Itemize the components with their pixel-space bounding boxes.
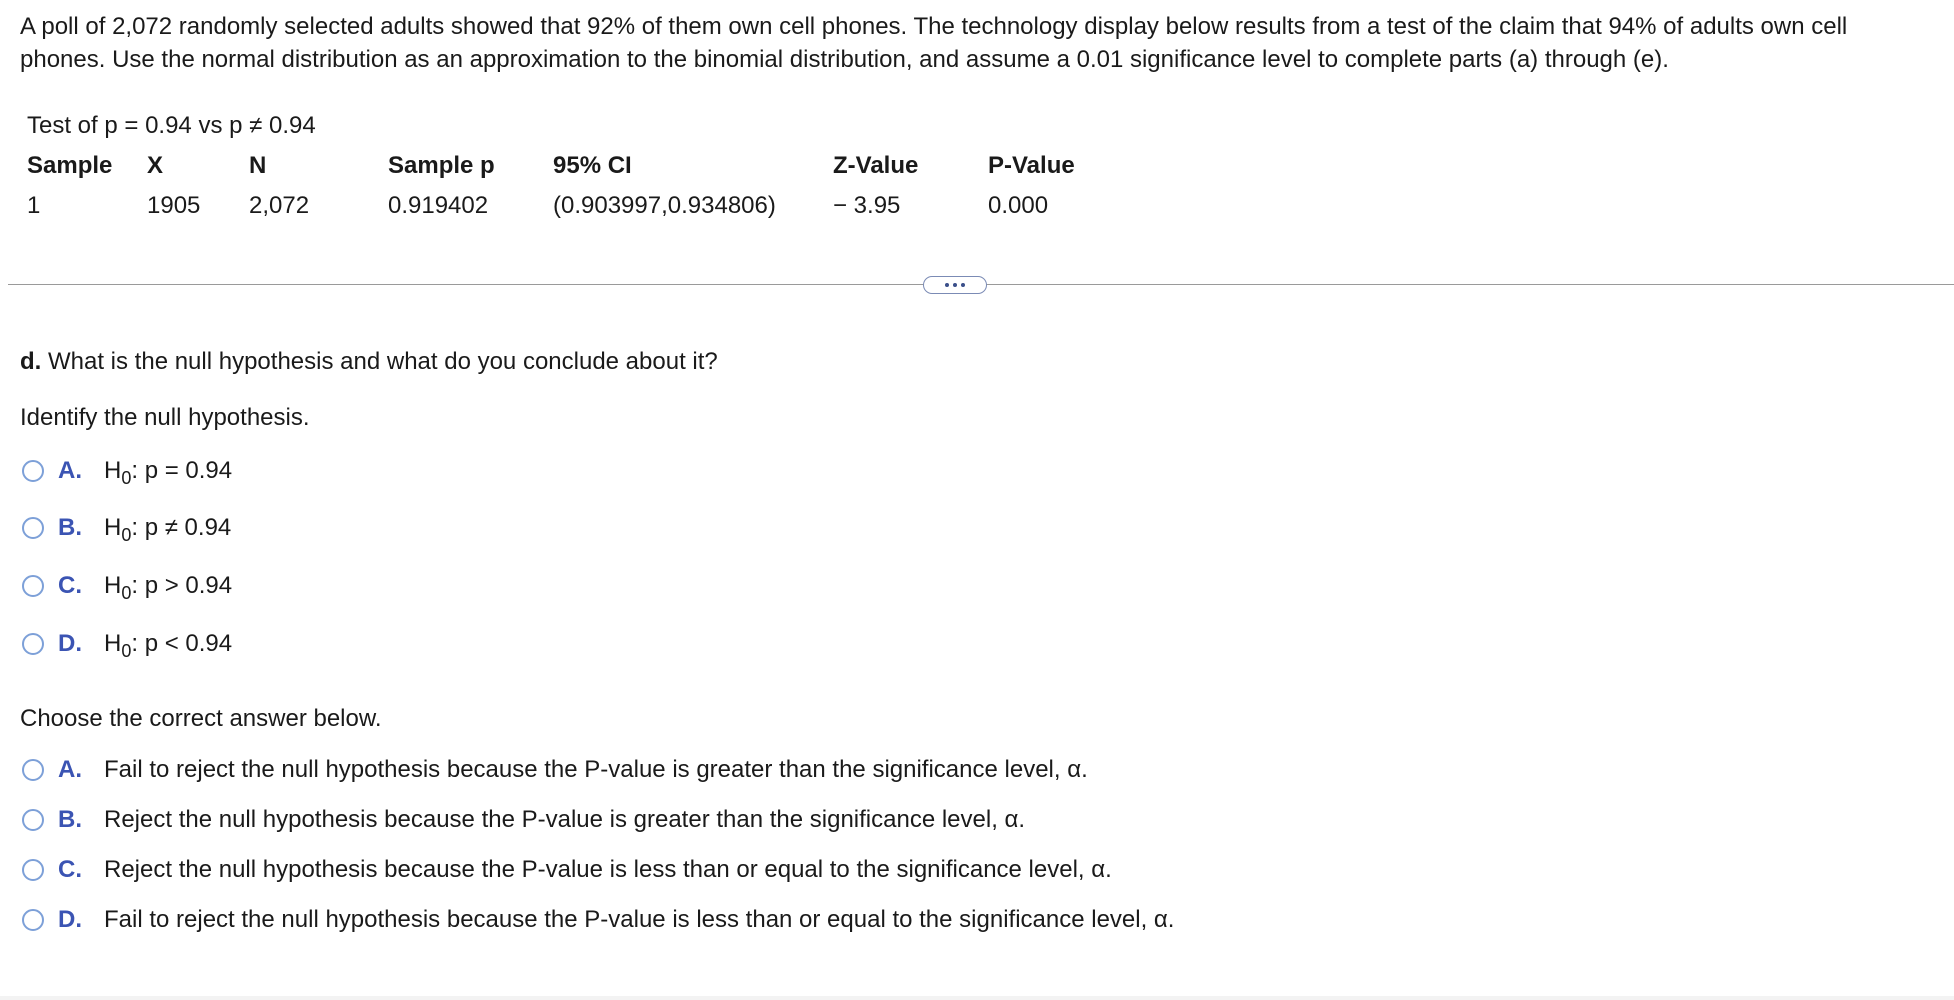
option-text: $H_0$: p < 0.94 (104, 630, 233, 661)
option-letter: A. (58, 457, 82, 484)
cell-sample: 1 (27, 192, 41, 219)
conclusion-prompt: Choose the correct answer below. (20, 705, 382, 732)
conclusion-option-d[interactable] (22, 900, 1174, 940)
option-text: Fail to reject the null hypothesis because the P-value is greater than the significance level, α. (104, 756, 1088, 783)
option-text: Fail to reject the null hypothesis because the P-value is less than or equal to the significance level, α. (104, 906, 1175, 933)
conclusion-option-c[interactable] (22, 850, 1112, 890)
table-row (27, 186, 1108, 226)
cell-n: 2,072 (249, 192, 310, 219)
technology-display (27, 106, 1108, 226)
null-hypothesis-prompt: Identify the null hypothesis. (20, 404, 310, 431)
null-option-b[interactable] (22, 508, 231, 548)
null-option-d[interactable] (22, 624, 232, 664)
option-text: $H_0$: p > 0.94 (104, 572, 233, 603)
more-dot-icon (945, 283, 949, 287)
conclusion-option-b[interactable] (22, 800, 1025, 840)
part-d-question (20, 342, 718, 382)
expand-more-button[interactable] (923, 276, 987, 294)
option-letter: D. (58, 630, 82, 657)
header-sample: Sample (27, 152, 113, 179)
more-dot-icon (953, 283, 957, 287)
header-sample-p: Sample p (388, 152, 495, 179)
header-n: N (249, 152, 267, 179)
option-text: $H_0$: p = 0.94 (104, 457, 233, 488)
option-letter: B. (58, 514, 82, 541)
part-d-letter: d. (20, 348, 42, 375)
cell-p-value: 0.000 (988, 192, 1049, 219)
radio-button[interactable] (22, 859, 44, 881)
option-letter: C. (58, 856, 82, 883)
option-text: Reject the null hypothesis because the P-value is greater than the significance level, α. (104, 806, 1026, 833)
cell-z-value: − 3.95 (833, 192, 901, 219)
part-d-text: What is the null hypothesis and what do you conclude about it? (41, 348, 718, 375)
table-header-row (27, 146, 1108, 186)
header-z-value: Z-Value (833, 152, 919, 179)
header-p-value: P-Value (988, 152, 1075, 179)
null-option-a[interactable] (22, 451, 232, 491)
radio-button[interactable] (22, 809, 44, 831)
bottom-bar (0, 996, 1954, 1000)
cell-ci: (0.903997,0.934806) (553, 192, 776, 219)
option-letter: C. (58, 572, 82, 599)
radio-button[interactable] (22, 517, 44, 539)
radio-button[interactable] (22, 575, 44, 597)
more-dot-icon (961, 283, 965, 287)
option-letter: D. (58, 906, 82, 933)
null-option-c[interactable] (22, 566, 232, 606)
radio-button[interactable] (22, 909, 44, 931)
radio-button[interactable] (22, 759, 44, 781)
problem-statement: A poll of 2,072 randomly selected adults showed that 92% of them own cell phones. The technology display below results from a test of the claim that 94% of adults own cell phones. Use the normal distribution as an approximation to the binomial distribution, and assume a 0.01 significance level to complete parts (a) through (e). (20, 13, 1848, 73)
option-letter: A. (58, 756, 82, 783)
option-text: $H_0$: p ≠ 0.94 (104, 514, 232, 545)
cell-x: 1905 (147, 192, 201, 219)
header-x: X (147, 152, 164, 179)
option-text: Reject the null hypothesis because the P-value is less than or equal to the significance level, α. (104, 856, 1112, 883)
test-title: Test of p = 0.94 vs p ≠ 0.94 (27, 112, 316, 139)
radio-button[interactable] (22, 460, 44, 482)
conclusion-option-a[interactable] (22, 750, 1088, 790)
results-table (27, 146, 1108, 226)
cell-sample-p: 0.919402 (388, 192, 489, 219)
option-letter: B. (58, 806, 82, 833)
radio-button[interactable] (22, 633, 44, 655)
header-ci: 95% CI (553, 152, 632, 179)
